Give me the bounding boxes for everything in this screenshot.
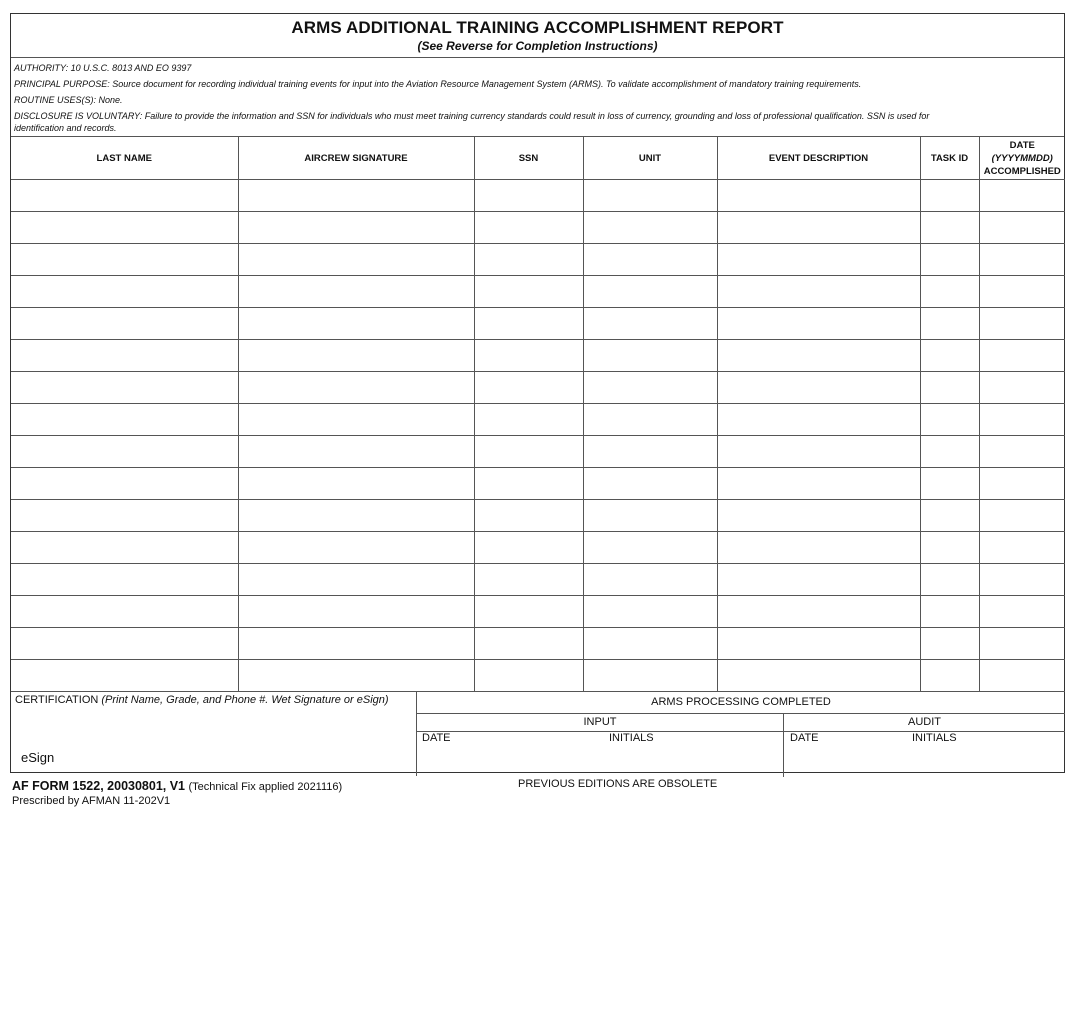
- event-description-cell[interactable]: [717, 404, 920, 436]
- disclosure-text: DISCLOSURE IS VOLUNTARY: Failure to provide the information and SSN for individuals who must meet training currency standards could result in loss of currency, grounding and loss of professional qualification. SSN is used for: [14, 111, 930, 121]
- aircrew-signature-cell[interactable]: [238, 276, 474, 308]
- audit-label: AUDIT: [908, 716, 941, 728]
- last-name-cell[interactable]: [11, 308, 238, 340]
- table-row: [11, 340, 1065, 372]
- date-accomplished-cell[interactable]: [979, 564, 1065, 596]
- date-accomplished-cell[interactable]: [979, 212, 1065, 244]
- ssn-cell[interactable]: [474, 308, 583, 340]
- aircrew-signature-cell[interactable]: [238, 596, 474, 628]
- task-id-cell[interactable]: [920, 628, 979, 660]
- aircrew-signature-cell[interactable]: [238, 628, 474, 660]
- col-header-event-description: EVENT DESCRIPTION: [717, 137, 920, 180]
- unit-cell[interactable]: [583, 436, 717, 468]
- input-label: INPUT: [417, 714, 784, 731]
- last-name-cell[interactable]: [11, 628, 238, 660]
- ssn-cell[interactable]: [474, 212, 583, 244]
- aircrew-signature-cell[interactable]: [238, 564, 474, 596]
- unit-cell[interactable]: [583, 308, 717, 340]
- ssn-cell[interactable]: [474, 340, 583, 372]
- ssn-cell[interactable]: [474, 276, 583, 308]
- date-accomplished-cell[interactable]: [979, 628, 1065, 660]
- last-name-cell[interactable]: [11, 660, 238, 692]
- form-header: [11, 14, 1064, 58]
- aircrew-signature-cell[interactable]: [238, 212, 474, 244]
- last-name-cell[interactable]: [11, 436, 238, 468]
- event-description-cell[interactable]: [717, 276, 920, 308]
- aircrew-signature-cell[interactable]: [238, 340, 474, 372]
- event-description-cell[interactable]: [717, 244, 920, 276]
- task-id-cell[interactable]: [920, 532, 979, 564]
- col-header-ssn: SSN: [474, 137, 583, 180]
- authority-text: AUTHORITY: 10 U.S.C. 8013 AND EO 9397: [14, 63, 192, 73]
- last-name-cell[interactable]: [11, 276, 238, 308]
- col-header-task-id: TASK ID: [920, 137, 979, 180]
- ssn-cell[interactable]: [474, 500, 583, 532]
- table-row: [11, 628, 1065, 660]
- date-accomplished-cell[interactable]: [979, 532, 1065, 564]
- date-accomplished-cell[interactable]: [979, 308, 1065, 340]
- input-initials-field[interactable]: INITIALS: [609, 732, 654, 744]
- date-accomplished-cell[interactable]: [979, 372, 1065, 404]
- ssn-cell[interactable]: [474, 660, 583, 692]
- table-row: [11, 372, 1065, 404]
- aircrew-signature-cell[interactable]: [238, 468, 474, 500]
- task-id-cell[interactable]: [920, 468, 979, 500]
- table-row: [11, 596, 1065, 628]
- unit-cell[interactable]: [583, 596, 717, 628]
- last-name-cell[interactable]: [11, 468, 238, 500]
- aircrew-signature-cell[interactable]: [238, 436, 474, 468]
- last-name-cell[interactable]: [11, 180, 238, 212]
- unit-cell[interactable]: [583, 372, 717, 404]
- arms-processing-block: [417, 692, 1065, 776]
- ssn-cell[interactable]: [474, 244, 583, 276]
- table-row: [11, 244, 1065, 276]
- aircrew-signature-cell[interactable]: [238, 308, 474, 340]
- ssn-cell[interactable]: [474, 372, 583, 404]
- form-title: ARMS ADDITIONAL TRAINING ACCOMPLISHMENT REPORT: [291, 18, 784, 37]
- date-header-line1: DATE: [1009, 139, 1035, 151]
- event-description-cell[interactable]: [717, 628, 920, 660]
- audit-date-field[interactable]: DATE: [790, 732, 819, 744]
- certification-label-plain: CERTIFICATION: [15, 694, 102, 706]
- task-id-cell[interactable]: [920, 564, 979, 596]
- unit-cell[interactable]: [583, 660, 717, 692]
- unit-cell[interactable]: [583, 532, 717, 564]
- unit-cell[interactable]: [583, 564, 717, 596]
- last-name-cell[interactable]: [11, 212, 238, 244]
- bottom-section: [11, 692, 1064, 776]
- task-id-cell[interactable]: [920, 596, 979, 628]
- input-date-field[interactable]: DATE: [422, 732, 451, 744]
- event-description-cell[interactable]: [717, 180, 920, 212]
- date-accomplished-cell[interactable]: [979, 180, 1065, 212]
- table-row: [11, 468, 1065, 500]
- aircrew-signature-cell[interactable]: [238, 532, 474, 564]
- table-header-row: [11, 137, 1065, 180]
- col-header-last-name: LAST NAME: [11, 137, 238, 180]
- event-description-cell[interactable]: [717, 564, 920, 596]
- last-name-cell[interactable]: [11, 372, 238, 404]
- event-description-cell[interactable]: [717, 660, 920, 692]
- date-header-line3: ACCOMPLISHED: [983, 165, 1061, 177]
- col-header-unit: UNIT: [583, 137, 717, 180]
- unit-cell[interactable]: [583, 180, 717, 212]
- table-row: [11, 276, 1065, 308]
- last-name-cell[interactable]: [11, 596, 238, 628]
- date-accomplished-cell[interactable]: [979, 404, 1065, 436]
- arms-processing-title: ARMS PROCESSING COMPLETED: [417, 692, 1065, 714]
- form-number: AF FORM 1522, 20030801, V1: [12, 779, 186, 793]
- date-accomplished-cell[interactable]: [979, 660, 1065, 692]
- task-id-cell[interactable]: [920, 276, 979, 308]
- training-report-form: [10, 13, 1065, 773]
- privacy-act-statement: [11, 58, 1064, 137]
- unit-cell[interactable]: [583, 500, 717, 532]
- table-row: [11, 500, 1065, 532]
- routine-uses-text: ROUTINE USES(S): None.: [14, 95, 123, 105]
- aircrew-signature-cell[interactable]: [238, 372, 474, 404]
- last-name-cell[interactable]: [11, 244, 238, 276]
- ssn-cell[interactable]: [474, 468, 583, 500]
- technical-fix-note: (Technical Fix applied 2021116): [188, 781, 343, 793]
- aircrew-signature-cell[interactable]: [238, 660, 474, 692]
- last-name-cell[interactable]: [11, 340, 238, 372]
- event-description-cell[interactable]: [717, 500, 920, 532]
- unit-cell[interactable]: [583, 404, 717, 436]
- task-id-cell[interactable]: [920, 404, 979, 436]
- unit-cell[interactable]: [583, 628, 717, 660]
- prescribed-by: Prescribed by AFMAN 11-202V1: [12, 795, 171, 807]
- principal-purpose-text: PRINCIPAL PURPOSE: Source document for recording individual training events for input into the Aviation Resource Management System (ARMS). To validate accomplishment of mandatory training requirements.: [14, 79, 862, 89]
- aircrew-signature-cell[interactable]: [238, 500, 474, 532]
- event-description-cell[interactable]: [717, 340, 920, 372]
- arms-divider: [783, 732, 784, 777]
- task-id-cell[interactable]: [920, 244, 979, 276]
- task-id-cell[interactable]: [920, 308, 979, 340]
- ssn-cell[interactable]: [474, 628, 583, 660]
- task-id-cell[interactable]: [920, 180, 979, 212]
- date-header-format: (YYYYMMDD): [991, 152, 1053, 164]
- task-id-cell[interactable]: [920, 500, 979, 532]
- unit-cell[interactable]: [583, 340, 717, 372]
- obsolete-notice: PREVIOUS EDITIONS ARE OBSOLETE: [518, 778, 718, 790]
- event-description-cell[interactable]: [717, 372, 920, 404]
- training-table: [11, 137, 1065, 692]
- task-id-cell[interactable]: [920, 372, 979, 404]
- table-row: [11, 660, 1065, 692]
- task-id-cell[interactable]: [920, 660, 979, 692]
- table-row: [11, 212, 1065, 244]
- task-id-cell[interactable]: [920, 436, 979, 468]
- ssn-cell[interactable]: [474, 564, 583, 596]
- event-description-cell[interactable]: [717, 468, 920, 500]
- table-row: [11, 404, 1065, 436]
- task-id-cell[interactable]: [920, 340, 979, 372]
- certification-block[interactable]: [11, 692, 417, 776]
- task-id-cell[interactable]: [920, 212, 979, 244]
- form-subtitle: (See Reverse for Completion Instructions): [417, 39, 658, 53]
- date-accomplished-cell[interactable]: [979, 244, 1065, 276]
- ssn-cell[interactable]: [474, 596, 583, 628]
- table-row: [11, 532, 1065, 564]
- ssn-cell[interactable]: [474, 180, 583, 212]
- col-header-date-accomplished: [979, 137, 1065, 180]
- ssn-cell[interactable]: [474, 532, 583, 564]
- table-row: [11, 564, 1065, 596]
- form-identifier: [12, 779, 342, 793]
- event-description-cell[interactable]: [717, 596, 920, 628]
- unit-cell[interactable]: [583, 468, 717, 500]
- table-body: [11, 180, 1065, 692]
- last-name-cell[interactable]: [11, 564, 238, 596]
- unit-cell[interactable]: [583, 244, 717, 276]
- table-row: [11, 436, 1065, 468]
- arms-subheader-row: [417, 714, 1065, 732]
- last-name-cell[interactable]: [11, 532, 238, 564]
- table-row: [11, 180, 1065, 212]
- date-accomplished-cell[interactable]: [979, 500, 1065, 532]
- audit-initials-field[interactable]: INITIALS: [912, 732, 957, 744]
- ssn-cell[interactable]: [474, 404, 583, 436]
- aircrew-signature-cell[interactable]: [238, 404, 474, 436]
- last-name-cell[interactable]: [11, 500, 238, 532]
- last-name-cell[interactable]: [11, 404, 238, 436]
- arms-fields-row: [417, 732, 1065, 777]
- date-accomplished-cell[interactable]: [979, 468, 1065, 500]
- date-accomplished-cell[interactable]: [979, 340, 1065, 372]
- event-description-cell[interactable]: [717, 308, 920, 340]
- event-description-cell[interactable]: [717, 532, 920, 564]
- certification-label-instructions: (Print Name, Grade, and Phone #. Wet Signature or eSign): [101, 694, 389, 706]
- date-accomplished-cell[interactable]: [979, 276, 1065, 308]
- esign-field[interactable]: eSign: [21, 750, 55, 765]
- ssn-cell[interactable]: [474, 436, 583, 468]
- date-accomplished-cell[interactable]: [979, 436, 1065, 468]
- unit-cell[interactable]: [583, 212, 717, 244]
- event-description-cell[interactable]: [717, 436, 920, 468]
- unit-cell[interactable]: [583, 276, 717, 308]
- date-accomplished-cell[interactable]: [979, 596, 1065, 628]
- aircrew-signature-cell[interactable]: [238, 180, 474, 212]
- aircrew-signature-cell[interactable]: [238, 244, 474, 276]
- certification-label: [15, 694, 389, 706]
- col-header-aircrew-signature: AIRCREW SIGNATURE: [238, 137, 474, 180]
- table-row: [11, 308, 1065, 340]
- event-description-cell[interactable]: [717, 212, 920, 244]
- disclosure-text-cont: identification and records.: [14, 123, 117, 133]
